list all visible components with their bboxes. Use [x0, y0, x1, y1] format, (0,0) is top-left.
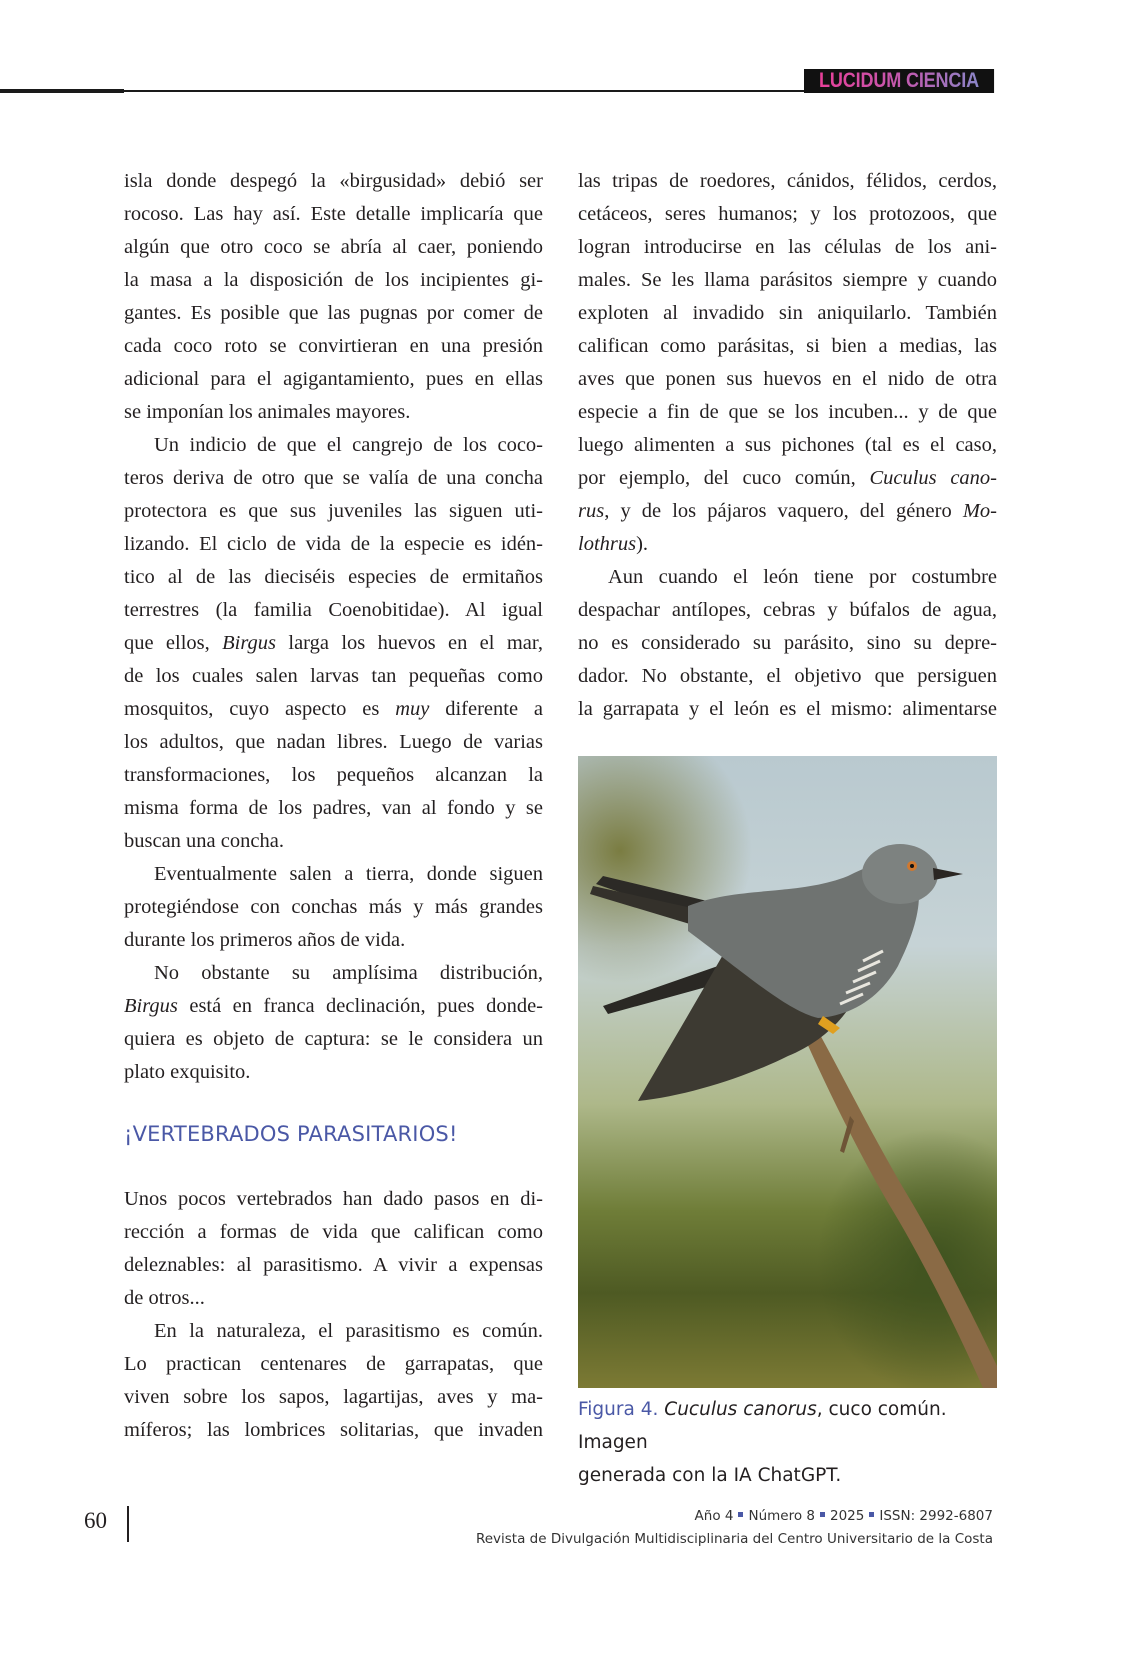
paragraph — [124, 1315, 543, 1447]
text-line: la masa a la disposición de los incipientes gi- — [124, 269, 543, 291]
brand-badge — [804, 69, 994, 93]
italic-term: lothrus — [578, 533, 637, 555]
paragraph — [578, 165, 997, 561]
text-line: isla donde despegó la «birgusidad» debió ser — [124, 170, 543, 192]
text-line — [578, 462, 997, 495]
text-line: se imponían los animales mayores. — [124, 401, 411, 423]
text-line: cada coco roto se convirtieran en una presión — [124, 335, 543, 357]
year: Año 4 — [694, 1508, 734, 1524]
text-line — [124, 693, 543, 726]
text-line: logran introducirse en las células de los ani- — [578, 236, 997, 258]
figure-label: Figura 4. — [578, 1399, 659, 1420]
text-line: misma forma de los padres, van al fondo y se — [124, 797, 543, 819]
text-line: algún que otro coco se abría al caer, poniendo — [124, 236, 543, 258]
caption-text: , cuco común. Imagen — [578, 1399, 947, 1453]
text-line: adicional para el agigantamiento, pues en ellas — [124, 368, 543, 390]
head-shape — [862, 844, 938, 904]
text-line: cetáceos, seres humanos; y los protozoos, que — [578, 203, 997, 225]
text-line: de los cuales salen larvas tan pequeñas como — [124, 665, 543, 687]
italic-term: rus — [578, 500, 605, 522]
paragraph — [124, 858, 543, 957]
text-line: la garrapata y el león es el mismo: alimentarse — [578, 698, 997, 720]
issue-number: Número 8 — [748, 1508, 815, 1524]
text-line: males. Se les llama parásitos siempre y cuando — [578, 269, 997, 291]
text-line: En la naturaleza, el parasitismo es común. — [154, 1320, 543, 1342]
text-line: deleznables: al parasitismo. A vivir a expensas — [124, 1254, 543, 1276]
text-run: ). — [636, 533, 649, 555]
pupil-shape — [910, 864, 914, 868]
journal-name: Revista de Divulgación Multidisciplinaria del Centro Universitario de la Costa — [475, 1531, 993, 1547]
italic-term: Birgus — [124, 995, 178, 1017]
paragraph — [578, 561, 997, 726]
brand-logo: LUCIDUM CIENCIA — [819, 69, 980, 92]
text-line: los adultos, que nadan libres. Luego de varias — [124, 731, 543, 753]
cuckoo-illustration — [578, 756, 997, 1388]
paragraph — [124, 957, 543, 1089]
text-line: gantes. Es posible que las pugnas por comer de — [124, 302, 543, 324]
issue-line — [476, 1505, 993, 1528]
text-line — [578, 528, 997, 561]
italic-term: Birgus — [222, 632, 277, 654]
text-line: plato exquisito. — [124, 1061, 251, 1083]
paragraph — [124, 429, 543, 858]
text-run: larga los huevos en el mar, — [276, 632, 543, 654]
text-line: rección a formas de vida que califican como — [124, 1221, 543, 1243]
text-line: rocoso. Las hay así. Este detalle implicaría que — [124, 203, 543, 225]
square-bullet-icon — [869, 1512, 874, 1517]
text-run: por ejemplo, del cuco común, — [578, 467, 870, 489]
text-line: Un indicio de que el cangrejo de los coco- — [154, 434, 543, 456]
beak-shape — [933, 868, 963, 880]
text-line: transformaciones, los pequeños alcanzan la — [124, 764, 543, 786]
text-line — [578, 495, 997, 528]
text-line: de otros... — [124, 1287, 205, 1309]
italic-term: muy — [395, 698, 430, 720]
text-run: mosquitos, cuyo aspecto es — [124, 698, 396, 720]
square-bullet-icon — [820, 1512, 825, 1517]
text-line: terrestres (la familia Coenobitidae). Al igual — [124, 599, 543, 621]
figure-image — [578, 756, 997, 1388]
text-line: tico al de las dieciséis especies de ermitaños — [124, 566, 543, 588]
text-line: teros deriva de otro que se valía de una concha — [124, 467, 543, 489]
text-run: está en franca declinación, pues donde- — [177, 995, 543, 1017]
text-line: Eventualmente salen a tierra, donde siguen — [154, 863, 543, 885]
paragraph — [124, 1183, 543, 1315]
text-line: exploten al invadido sin aniquilarlo. También — [578, 302, 997, 324]
text-line — [124, 990, 543, 1023]
page-number-divider — [127, 1506, 129, 1542]
text-run: , y de los pájaros vaquero, del género — [604, 500, 963, 522]
text-line: despachar antílopes, cebras y búfalos de agua, — [578, 599, 997, 621]
text-line: dador. No obstante, el objetivo que persiguen — [578, 665, 997, 687]
text-line: no es considerado su parásito, sino su depre- — [578, 632, 997, 654]
text-line: luego alimenten a sus pichones (tal es el caso, — [578, 434, 997, 456]
species-name: Cuculus canorus — [664, 1399, 817, 1420]
text-line: aves que ponen sus huevos en el nido de otra — [578, 368, 997, 390]
text-line: quiera es objeto de captura: se le considera un — [124, 1028, 543, 1050]
text-line: protegiéndose con conchas más y más grandes — [124, 896, 543, 918]
footer-info — [476, 1505, 993, 1551]
caption-line: generada con la IA ChatGPT. — [578, 1465, 842, 1486]
section-heading: ¡VERTEBRADOS PARASITARIOS! — [124, 1122, 458, 1146]
header-rule-thick — [0, 89, 124, 93]
figure-caption — [578, 1393, 998, 1492]
text-line: Unos pocos vertebrados han dado pasos en di- — [124, 1188, 543, 1210]
right-column — [578, 165, 997, 726]
text-run: que ellos, — [124, 632, 223, 654]
page-number: 60 — [84, 1508, 107, 1533]
text-line: lizando. El ciclo de vida de la especie es idén- — [124, 533, 543, 555]
square-bullet-icon — [738, 1512, 743, 1517]
text-line: No obstante su amplísima distribución, — [154, 962, 543, 984]
text-line: durante los primeros años de vida. — [124, 929, 406, 951]
italic-term: Mo- — [962, 500, 997, 522]
paragraph — [124, 165, 543, 429]
text-line: viven sobre los sapos, lagartijas, aves y ma- — [124, 1386, 543, 1408]
text-line: buscan una concha. — [124, 830, 284, 852]
text-line: especie a fin de que se los incuben... y de que — [578, 401, 997, 423]
text-line: Aun cuando el león tiene por costumbre — [608, 566, 997, 588]
text-line — [124, 627, 543, 660]
text-line: protectora es que sus juveniles las siguen uti- — [124, 500, 543, 522]
text-run: diferente a — [429, 698, 543, 720]
caption-line — [578, 1393, 998, 1459]
pub-year: 2025 — [829, 1508, 865, 1524]
branch-shape — [806, 1031, 997, 1388]
text-line: Lo practican centenares de garrapatas, que — [124, 1353, 543, 1375]
italic-term: Cuculus cano- — [869, 467, 998, 489]
text-line: califican como parásitas, si bien a medias, las — [578, 335, 997, 357]
left-column — [124, 165, 543, 1447]
text-line: míferos; las lombrices solitarias, que invaden — [124, 1419, 543, 1441]
text-line: las tripas de roedores, cánidos, félidos, cerdos, — [578, 170, 997, 192]
issn: ISSN: 2992-6807 — [879, 1508, 993, 1524]
